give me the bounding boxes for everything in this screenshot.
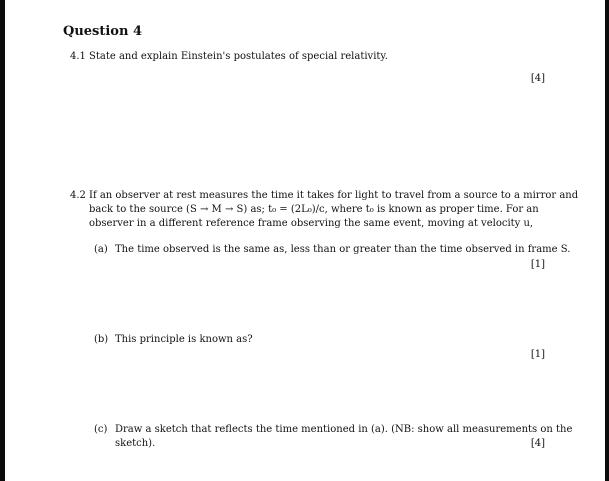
part-b-label: (b) bbox=[94, 334, 109, 345]
question-title: Question 4 bbox=[63, 24, 143, 39]
q42-number: 4.2 bbox=[70, 190, 86, 201]
part-b-text: This principle is known as? bbox=[115, 334, 253, 345]
part-c-line-2: sketch). bbox=[115, 438, 156, 449]
q42-line-3: observer in a different reference frame observing the same event, moving at velocity u, bbox=[89, 218, 534, 229]
part-c-marks: [4] bbox=[530, 438, 545, 449]
q41-number: 4.1 bbox=[70, 51, 86, 62]
part-a-text: The time observed is the same as, less than or greater than the time observed in frame S. bbox=[115, 244, 571, 255]
part-c-line-1: Draw a sketch that reflects the time mentioned in (a). (NB: show all measurements on the bbox=[115, 424, 573, 435]
q42-line-2: back to the source (S → M → S) as; t₀ = (2L₀)/c, where t₀ is known as proper time. For an bbox=[89, 204, 539, 215]
q41-marks: [4] bbox=[530, 73, 545, 84]
q41-text: State and explain Einstein's postulates of special relativity. bbox=[89, 51, 388, 62]
document-page bbox=[5, 0, 605, 481]
part-b-marks: [1] bbox=[530, 349, 545, 360]
part-a-label: (a) bbox=[94, 244, 108, 255]
part-a-marks: [1] bbox=[530, 259, 545, 270]
part-c-label: (c) bbox=[94, 424, 108, 435]
q42-line-1: If an observer at rest measures the time it takes for light to travel from a source to a mirror and bbox=[89, 190, 579, 201]
right-border bbox=[605, 0, 609, 481]
